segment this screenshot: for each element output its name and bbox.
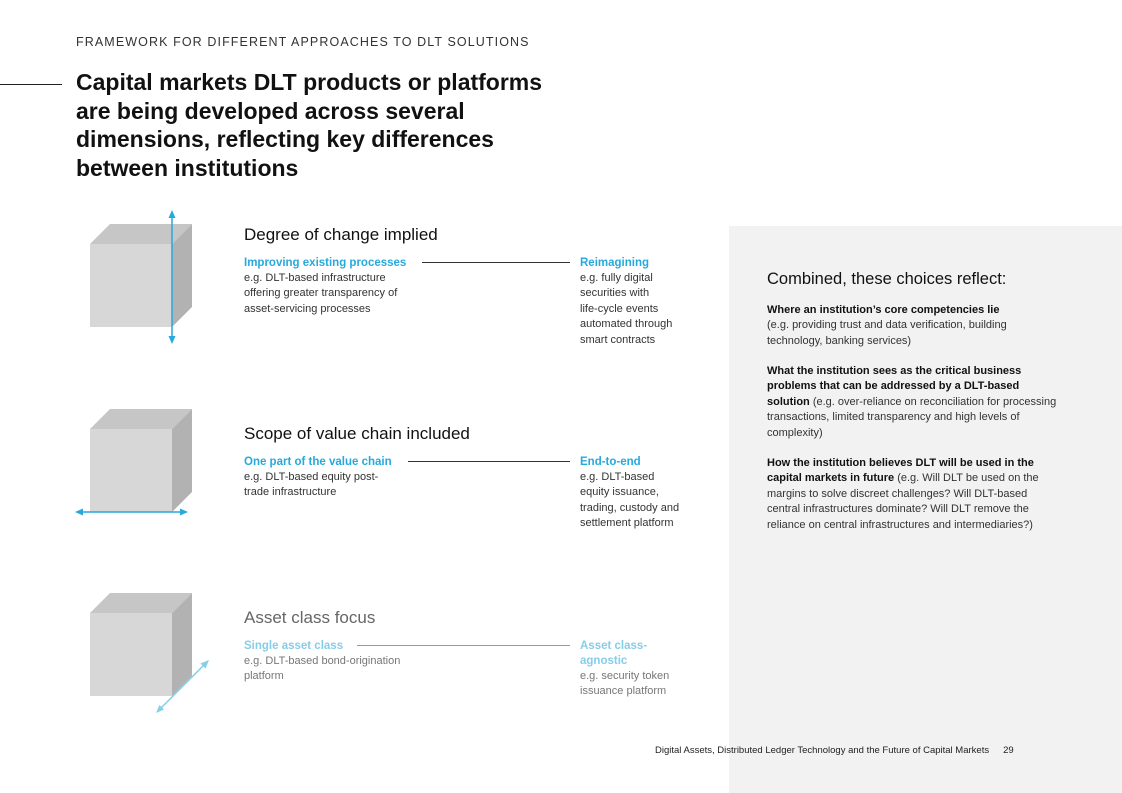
panel-block-future-use: [767, 456, 1052, 533]
option-asset-class-agnostic: [580, 639, 669, 700]
option-title: End-to-end: [580, 456, 641, 468]
footer-publication-title: Digital Assets, Distributed Ledger Technology and the Future of Capital Markets: [655, 745, 990, 756]
option-desc-line: securities with: [580, 287, 650, 300]
option-desc-line: platform: [244, 670, 284, 683]
option-desc-line: trade infrastructure: [244, 486, 337, 499]
cube-horizontal-axis-icon: [72, 405, 202, 520]
spectrum-connector: [422, 262, 570, 263]
option-desc-line: asset-servicing processes: [244, 302, 371, 315]
option-desc-line: equity issuance,: [580, 486, 659, 499]
option-title: Single asset class: [244, 640, 344, 652]
panel-block-core-competencies: [767, 303, 1057, 349]
option-desc-line: e.g. DLT-based infrastructure: [244, 272, 386, 284]
page-title: Capital markets DLT products or platforms are being developed across several dimensions, reflecting key differences between institutions: [76, 69, 543, 181]
panel-block-heading: Where an institution’s core competencies lie: [767, 304, 1000, 316]
cube-vertical-axis-icon: [74, 205, 202, 350]
option-desc-line: automated through: [580, 318, 673, 331]
option-reimagining: [580, 256, 672, 348]
option-improving-existing: [244, 256, 406, 317]
option-desc-line: offering greater transparency of: [244, 287, 398, 300]
option-desc-line: issuance platform: [580, 685, 667, 698]
spectrum-connector: [408, 461, 570, 462]
panel-block-text: (e.g. over-reliance on reconciliation for processing transactions, limited transparency and high levels of complexity): [767, 395, 1057, 439]
option-title: Reimagining: [580, 257, 650, 269]
dimension-title-scope-of-value-chain: Scope of value chain included: [244, 424, 470, 443]
option-desc-line: trading, custody and: [580, 501, 680, 514]
spectrum-connector: [357, 645, 570, 646]
dimension-title-degree-of-change: Degree of change implied: [244, 225, 438, 244]
option-desc-line: life-cycle events: [580, 302, 659, 315]
dimension-title-asset-class-focus: Asset class focus: [244, 608, 376, 627]
panel-title: Combined, these choices reflect:: [767, 270, 1007, 288]
cube-depth-axis-icon: [72, 588, 212, 718]
panel-block-heading: How the institution believes DLT will be used in the capital markets in future: [767, 457, 1034, 485]
option-desc-line: e.g. DLT-based: [580, 471, 655, 483]
page-number: 29: [1003, 745, 1014, 756]
option-desc-line: settlement platform: [580, 517, 674, 530]
panel-block-business-problems: [767, 364, 1057, 441]
option-title-line: Asset class-: [580, 640, 648, 652]
option-desc-line: e.g. security token: [580, 670, 670, 682]
option-end-to-end: [580, 455, 679, 532]
page-footer: [655, 745, 1014, 756]
option-desc-line: e.g. DLT-based equity post-: [244, 471, 379, 483]
option-title-line: agnostic: [580, 655, 628, 667]
panel-block-text: (e.g. providing trust and data verification, building technology, banking services): [767, 319, 1007, 347]
option-title: One part of the value chain: [244, 456, 392, 468]
section-kicker: FRAMEWORK FOR DIFFERENT APPROACHES TO DLT SOLUTIONS: [76, 35, 530, 49]
option-one-part: [244, 455, 392, 501]
title-rule: [0, 84, 62, 85]
option-desc-line: e.g. fully digital: [580, 272, 653, 284]
panel-block-text: (e.g. Will DLT be used on the margins to solve discreet challenges? Will DLT-based central infrastructures dominate? Will DLT remove the reliance on central infrastructures and intermediaries?): [767, 472, 1039, 531]
option-desc-line: e.g. DLT-based bond-origination: [244, 655, 401, 667]
option-title: Improving existing processes: [244, 257, 407, 269]
panel-block-heading: What the institution sees as the critical business problems that can be addressed by a DLT-based solution: [767, 365, 1022, 408]
option-desc-line: smart contracts: [580, 333, 656, 346]
